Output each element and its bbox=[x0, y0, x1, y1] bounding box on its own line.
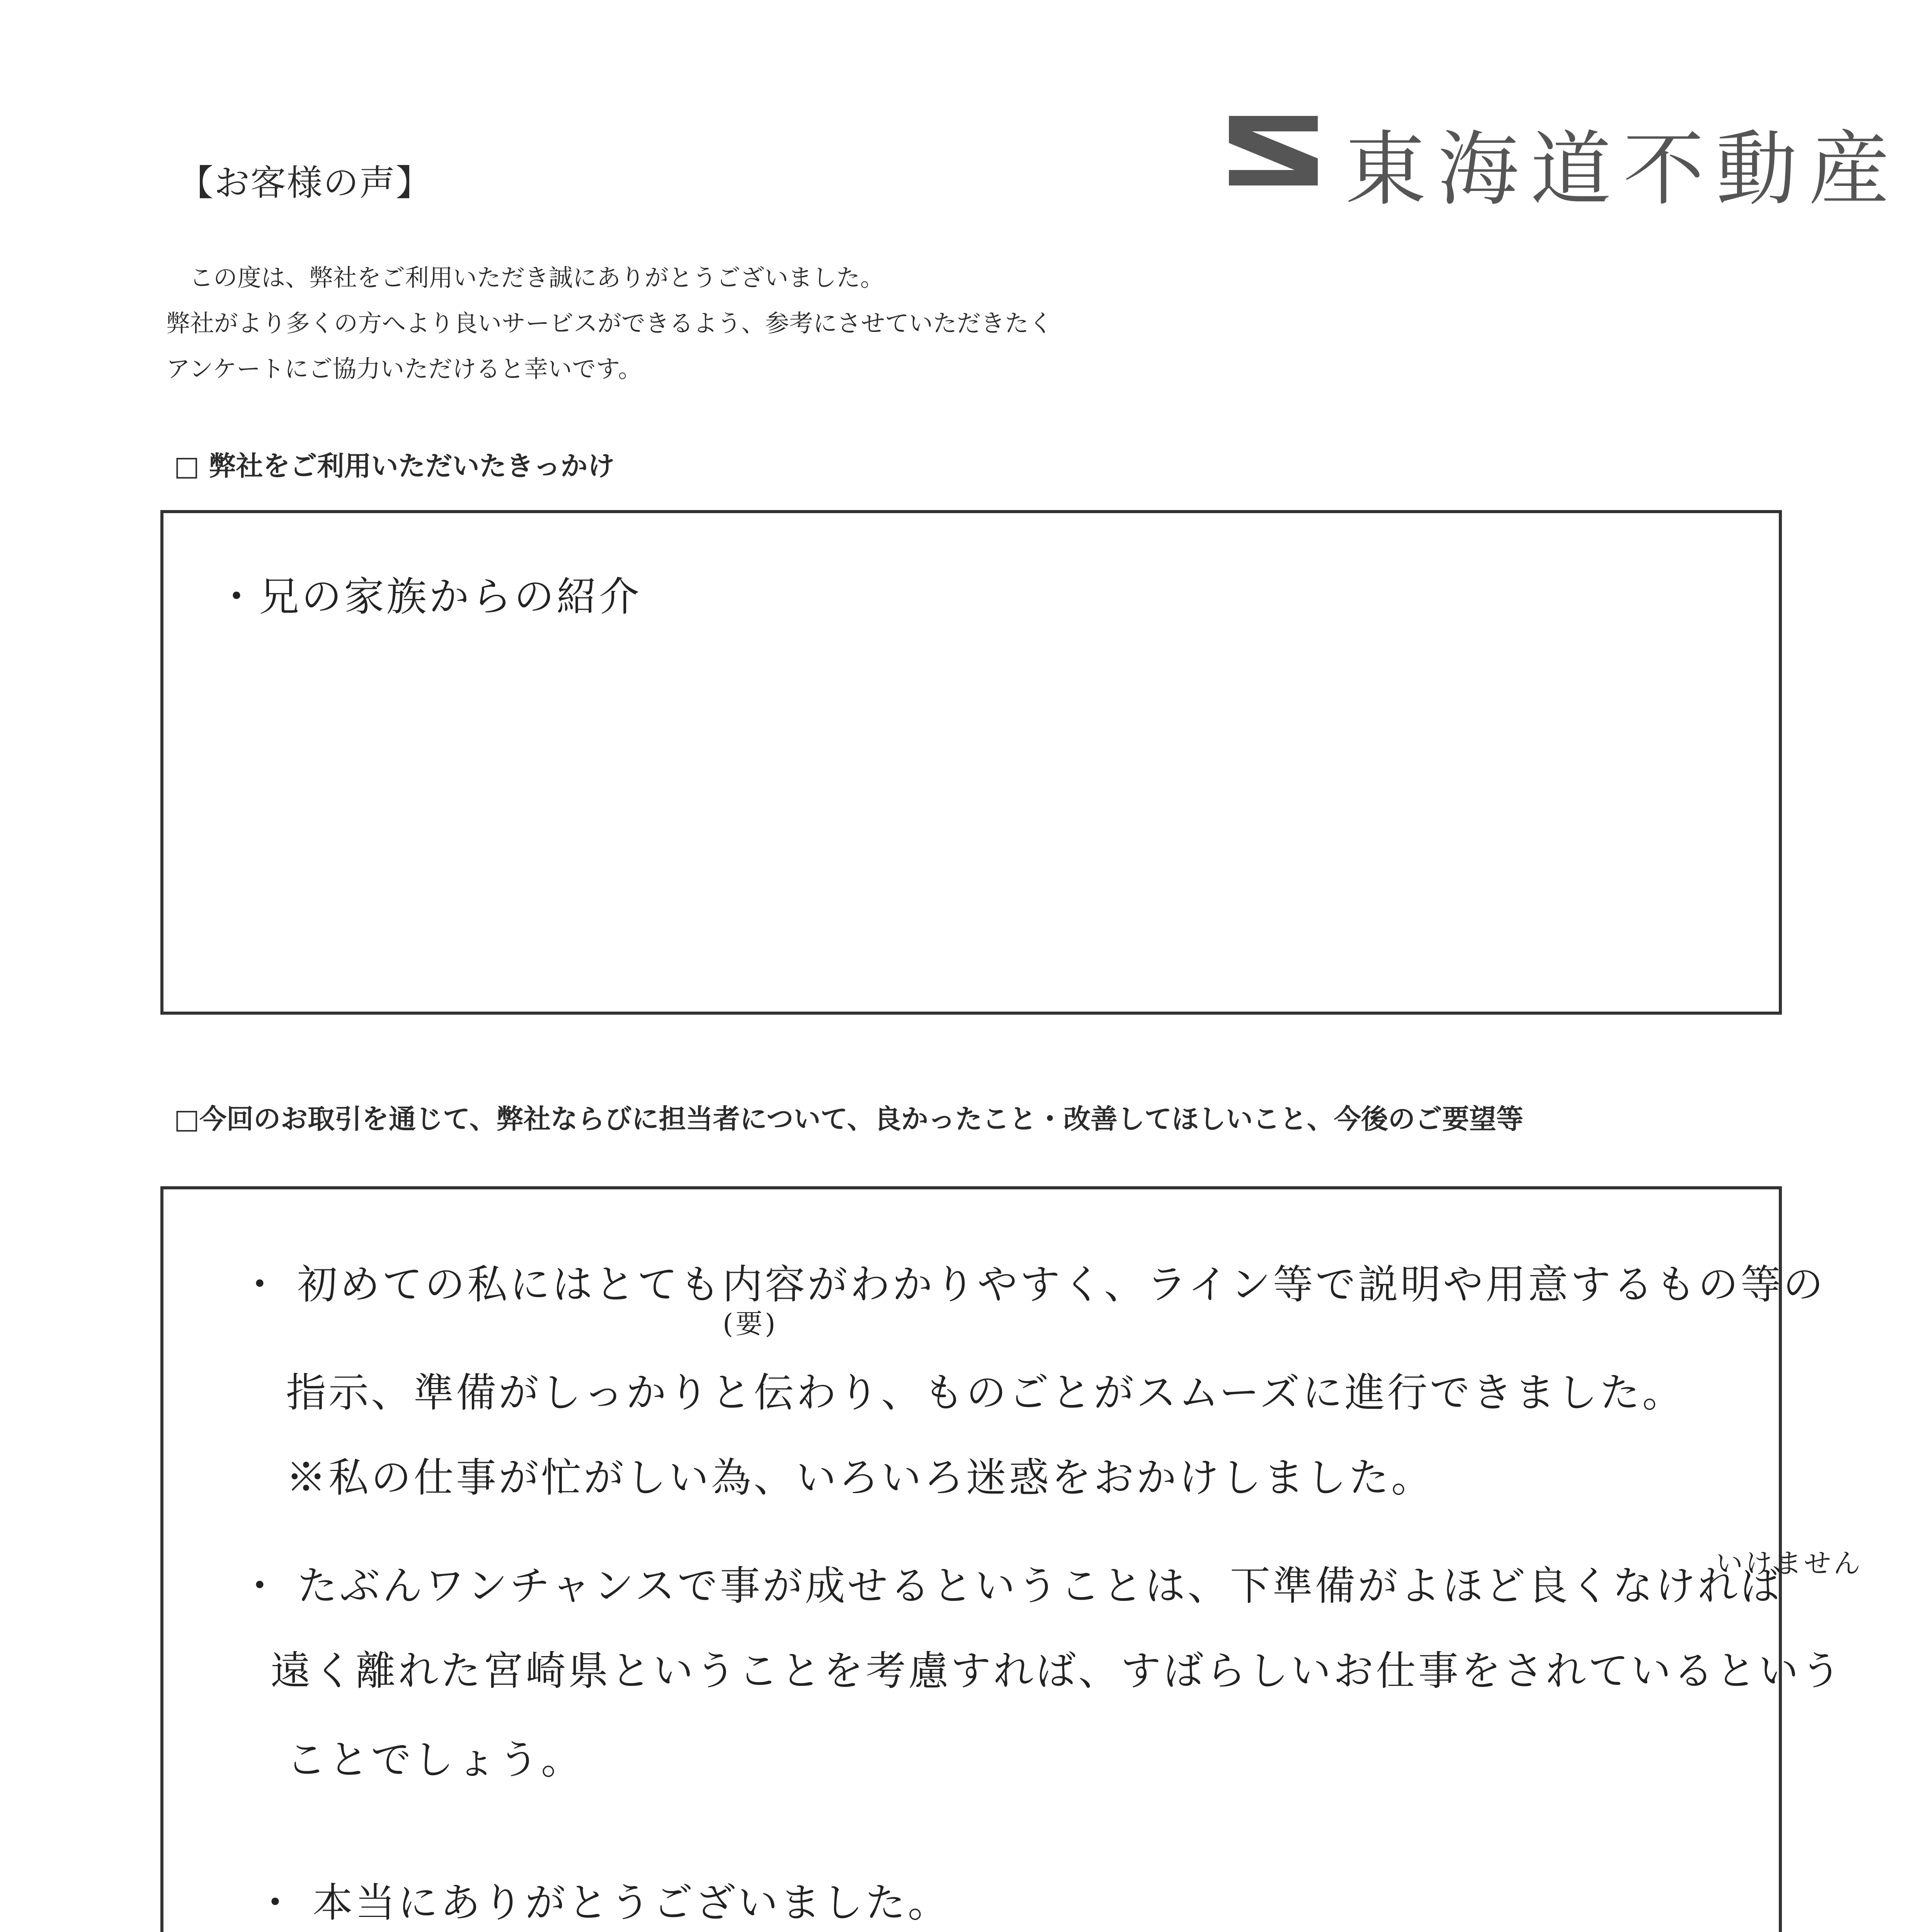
company-logo bbox=[1229, 104, 1902, 220]
handwritten-line: ・ たぶんワンチャンスで事が成せるということは、下準備がよほど良くなければ bbox=[240, 1562, 1783, 1609]
question-1-label: □ 弊社をご利用いただいたきっかけ bbox=[174, 450, 615, 482]
handwritten-line: ことでしょう。 bbox=[286, 1736, 584, 1783]
handwritten-line: ※私の仕事が忙がしい為、いろいろ迷惑をおかけしました。 bbox=[286, 1454, 1434, 1501]
intro-text bbox=[166, 255, 1053, 392]
page-title: 【お客様の声】 bbox=[178, 162, 432, 204]
logo-mark-icon bbox=[1229, 116, 1318, 185]
question-2-label: □今回のお取引を通じて、弊社ならびに担当者について、良かったこと・改善してほしいこと、今後のご要望等 bbox=[174, 1103, 1523, 1135]
handwritten-line: ・ 本当にありがとうございました。 bbox=[255, 1879, 951, 1926]
handwritten-answer-1: ・兄の家族からの紹介 bbox=[216, 573, 642, 620]
handwritten-line: 指示、準備がしっかりと伝わり、ものごとがスムーズに進行できました。 bbox=[286, 1369, 1685, 1416]
company-name: 東海道不動産 bbox=[1345, 122, 1902, 217]
handwritten-line: ・ 初めての私にはとても内容がわかりやすく、ライン等で説明や用意するもの等の bbox=[240, 1261, 1826, 1308]
intro-line: この度は、弊社をご利用いただき誠にありがとうございました。 bbox=[189, 264, 885, 292]
handwritten-annotation: (要) bbox=[723, 1308, 778, 1340]
handwritten-annotation: いけません bbox=[1716, 1548, 1863, 1579]
intro-line: 弊社がより多くの方へより良いサービスができるよう、参考にさせていただきたく bbox=[166, 309, 1053, 337]
intro-line: アンケートにご協力いただけると幸いです。 bbox=[166, 355, 642, 383]
handwritten-line: 遠く離れた宮崎県ということを考慮すれば、すばらしいお仕事をされているという bbox=[271, 1647, 1844, 1694]
